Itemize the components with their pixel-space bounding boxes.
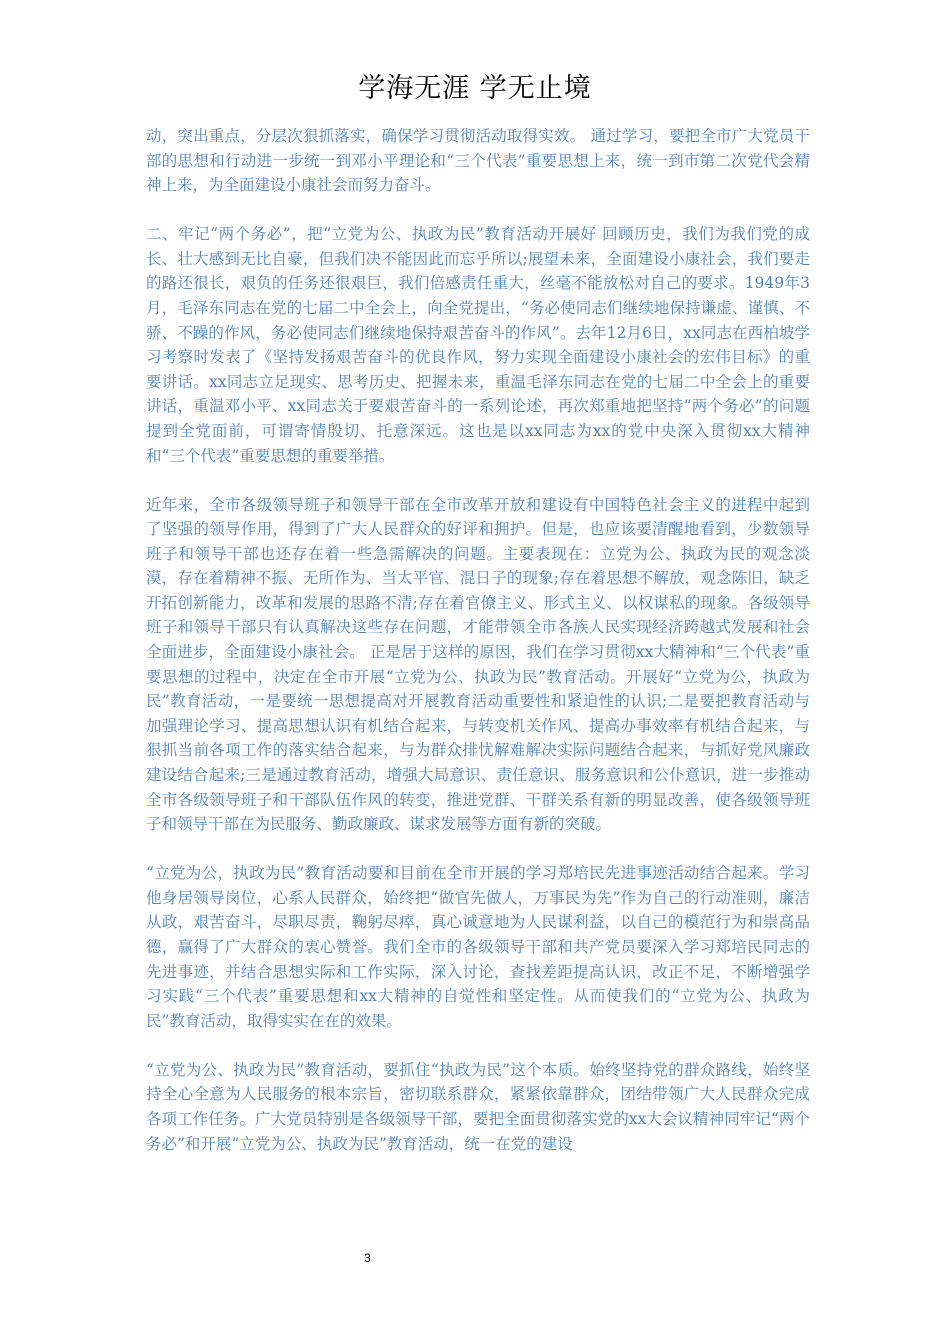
paragraph: 近年来，全市各级领导班子和领导干部在全市改革开放和建设有中国特色社会主义的进程中起到了坚强的领导作用，得到了广大人民群众的好评和拥护。但是，也应该要清醒地看到，少数领导班子和领导干部也还存在着一些急需解决的问题。主要表现在：立党为公、执政为民的观念淡漠，存在着精神不振、无所作为、当太平官、混日子的现象;存在着思想不解放，观念陈旧，缺乏开拓创新能力，改革和发展的思路不清;存在着官僚主义、形式主义、以权谋私的现象。各级领导班子和领导干部只有认真解决这些存在问题，才能带领全市各族人民实现经济跨越式发展和社会全面进步，全面建设小康社会。 正是居于这样的原因，我们在学习贯彻xx大精神和“三个代表”重要思想的过程中，决定在全市开展“立党为公、执政为民”教育活动。开展好“立党为公，执政为民”教育活动，一是要统一思想提高对开展教育活动重要性和紧迫性的认识;二是要把教育活动与加强理论学习、提高思想认识有机结合起来，与转变机关作风、提高办事效率有机结合起来，与狠抓当前各项工作的落实结合起来，与为群众排忧解难解决实际问题结合起来，与抓好党风廉政建设结合起来;三是通过教育活动，增强大局意识、责任意识、服务意识和公仆意识，进一步推动全市各级领导班子和干部队伍作风的转变，推进党群、干群关系有新的明显改善，使各级领导班子和领导干部在为民服务、勤政廉政、谋求发展等方面有新的突破。 — [146, 495, 810, 834]
paragraph: “立党为公、执政为民”教育活动，要抓住“执政为民”这个本质。始终坚持党的群众路线，始终坚持全心全意为人民服务的根本宗旨，密切联系群众，紧紧依靠群众，团结带领广大人民群众完成各项工作任务。广大党员特别是各级领导干部，要把全面贯彻落实党的xx大会议精神同牢记“两个务必”和开展“立党为公、执政为民”教育活动，统一在党的建设 — [146, 1060, 810, 1153]
page-header-title: 学海无涯 学无止境 — [358, 73, 592, 104]
paragraph: “立党为公，执政为民”教育活动要和目前在全市开展的学习郑培民先进事迹活动结合起来。学习他身居领导岗位，心系人民群众，始终把“做官先做人，万事民为先”作为自己的行动准则，廉洁从政，艰苦奋斗，尽职尽责，鞠躬尽瘁，真心诚意地为人民谋利益，以自己的模范行为和崇高品德，赢得了广大群众的衷心赞誉。我们全市的各级领导干部和共产党员要深入学习郑培民同志的先进事迹，并结合思想实际和工作实际，深入讨论，查找差距提高认识，改正不足，不断增强学习实践“三个代表”重要思想和xx大精神的自觉性和坚定性。从而使我们的“立党为公、执政为民”教育活动，取得实实在在的效果。 — [146, 864, 810, 1030]
document-body — [146, 124, 810, 1181]
paragraph: 二、牢记“两个务必”，把“立党为公、执政为民”教育活动开展好 回顾历史，我们为我们党的成长、壮大感到无比自豪，但我们决不能因此而忘乎所以;展望未来，全面建设小康社会，我们要走的路还很长，艰负的任务还很艰巨，我们倍感责任重大，丝毫不能放松对自己的要求。1949年3月，毛泽东同志在党的七届二中全会上，向全党提出，“务必使同志们继续地保持谦虚、谨慎、不骄、不躁的作风，务必使同志们继续地保持艰苦奋斗的作风”。去年12月6日，xx同志在西柏坡学习考察时发表了《坚持发扬艰苦奋斗的优良作风，努力实现全面建设小康社会的宏伟目标》的重要讲话。xx同志立足现实、思考历史、把握未来，重温毛泽东同志在党的七届二中全会上的重要讲话，重温邓小平、xx同志关于要艰苦奋斗的一系列论述，再次郑重地把坚持“两个务必”的问题提到全党面前，可谓寄情殷切、托意深远。这也是以xx同志为xx的党中央深入贯彻xx大精神和“三个代表”重要思想的重要举措。 — [146, 225, 810, 465]
paragraph: 动，突出重点，分层次狠抓落实，确保学习贯彻活动取得实效。 通过学习，要把全市广大党员干部的思想和行动进一步统一到邓小平理论和“三个代表”重要思想上来，统一到市第二次党代会精神上来，为全面建设小康社会而努力奋斗。 — [146, 127, 810, 195]
page-number: 3 — [364, 1251, 371, 1265]
